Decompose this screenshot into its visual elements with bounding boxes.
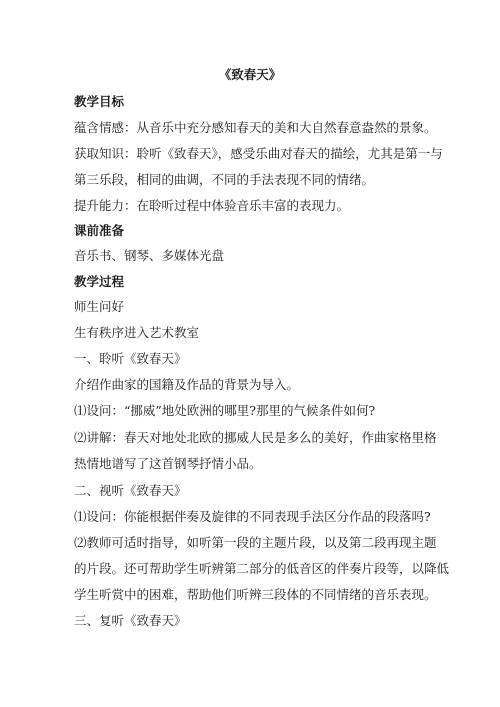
process-heading: 教学过程 bbox=[74, 274, 125, 289]
part-one-intro: 介绍作曲家的国籍及作品的背景为导入。 bbox=[74, 377, 300, 392]
document-title: 《致春天》 bbox=[218, 67, 282, 82]
part-one-heading: 一、聆听《致春天》 bbox=[74, 351, 187, 366]
objective-knowledge-line-1: 获取知识：聆听《致春天》，感受乐曲对春天的描绘，尤其是第一与 bbox=[74, 146, 443, 161]
objective-emotion: 蕴含情感：从音乐中充分感知春天的美和大自然春意盎然的景象。 bbox=[74, 120, 437, 135]
part-two-guidance-line-1: ⑵教师可适时指导，如听第一段的主题片段，以及第二段再现主题 bbox=[74, 535, 437, 550]
part-two-question: ⑴设问：你能根据伴奏及旋律的不同表现手法区分作品的段落吗? bbox=[74, 509, 431, 524]
process-enter-classroom: 生有秩序进入艺术教室 bbox=[74, 325, 200, 340]
process-greeting: 师生问好 bbox=[74, 299, 125, 314]
part-one-explanation-line-2: 热情地谱写了这首钢琴抒情小品。 bbox=[74, 456, 262, 471]
part-one-question: ⑴设问：“挪威”地处欧洲的哪里?那里的气候条件如何? bbox=[74, 403, 376, 418]
preparation-materials: 音乐书、钢琴、多媒体光盘 bbox=[74, 248, 225, 263]
objectives-heading: 教学目标 bbox=[74, 94, 125, 109]
part-three-heading: 三、复听《致春天》 bbox=[74, 613, 187, 628]
objective-knowledge-line-2: 第三乐段，相同的曲调，不同的手法表现不同的情绪。 bbox=[74, 172, 375, 187]
part-two-guidance-line-2: 的片段。还可帮助学生听辨第二部分的低音区的伴奏片段等，以降低 bbox=[74, 561, 450, 576]
objective-ability: 提升能力：在聆听过程中体验音乐丰富的表现力。 bbox=[74, 198, 350, 213]
part-one-explanation-line-1: ⑵讲解：春天对地处北欧的挪威人民是多么的美好，作曲家格里格 bbox=[74, 430, 437, 445]
preparation-heading: 课前准备 bbox=[74, 223, 125, 238]
part-two-heading: 二、视听《致春天》 bbox=[74, 483, 187, 498]
part-two-guidance-line-3: 学生听赏中的困难，帮助他们听辨三段体的不同情绪的音乐表现。 bbox=[74, 587, 437, 602]
